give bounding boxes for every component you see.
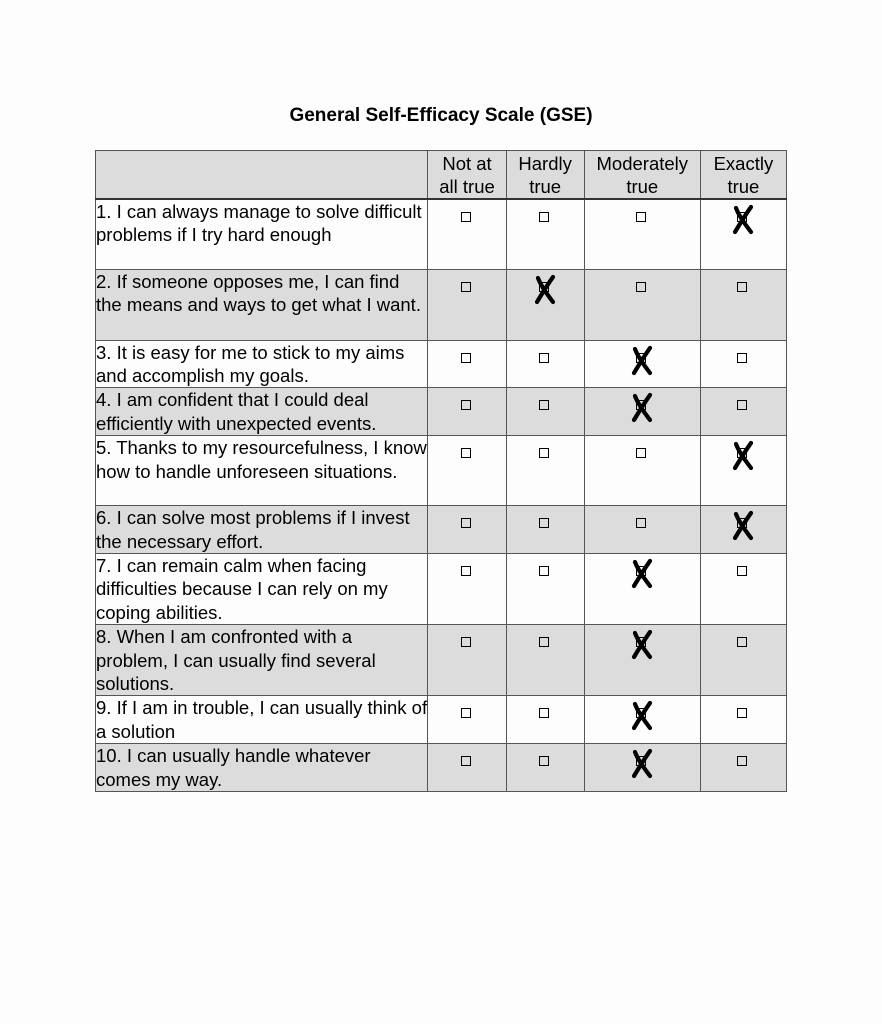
answer-cell-exactly-true [700,269,786,340]
header-corner-cell [96,151,428,200]
handwritten-x-mark-icon [626,627,658,661]
checkbox-empty-icon[interactable] [539,637,549,647]
answer-option[interactable] [701,341,786,377]
checkbox-empty-icon[interactable] [539,448,549,458]
checkbox-empty-icon[interactable] [461,448,471,458]
checkbox-empty-icon[interactable] [737,566,747,576]
table-body [96,199,787,792]
checkbox-empty-icon[interactable] [539,212,549,222]
answer-cell-hardly-true [506,625,584,696]
header-not-at-all-true [428,151,506,200]
answer-cell-exactly-true [700,696,786,744]
table-header-row [96,151,787,200]
answer-option[interactable] [585,696,700,732]
table-row [96,744,787,792]
gse-table [95,150,787,792]
answer-cell-moderately-true [584,340,700,388]
answer-cell-exactly-true [700,625,786,696]
answer-option[interactable] [507,506,584,542]
checkbox-empty-icon[interactable] [636,212,646,222]
checkbox-empty-icon[interactable] [737,282,747,292]
answer-option[interactable] [701,436,786,472]
checkbox-empty-icon[interactable] [636,448,646,458]
handwritten-x-mark-icon [727,202,759,236]
answer-cell-not-at-all-true [428,696,506,744]
checkbox-empty-icon[interactable] [636,518,646,528]
answer-option[interactable] [585,506,700,542]
answer-option[interactable] [585,554,700,590]
checkbox-empty-icon[interactable] [539,353,549,363]
header-hardly-true [506,151,584,200]
answer-option[interactable] [701,388,786,424]
header-line: true [626,175,659,197]
answer-cell-moderately-true [584,625,700,696]
header-line: all true [439,175,495,197]
handwritten-x-mark-icon [626,698,658,732]
question-text: 6. I can solve most problems if I invest the necessary effort. [96,506,428,554]
table-row [96,506,787,554]
answer-option[interactable] [585,744,700,780]
answer-option[interactable] [428,436,505,472]
answer-option[interactable] [701,200,786,236]
checkbox-empty-icon[interactable] [737,708,747,718]
checkbox-empty-icon[interactable] [539,518,549,528]
checkbox-empty-icon[interactable] [539,566,549,576]
answer-cell-hardly-true [506,340,584,388]
header-line: true [727,175,760,197]
answer-cell-hardly-true [506,436,584,506]
table-row [96,553,787,624]
handwritten-x-mark-icon [626,343,658,377]
answer-option[interactable] [585,200,700,236]
answer-cell-not-at-all-true [428,340,506,388]
answer-cell-exactly-true [700,553,786,624]
table-row [96,269,787,340]
answer-option[interactable] [507,744,584,780]
answer-cell-moderately-true [584,269,700,340]
handwritten-x-mark-icon [727,438,759,472]
checkbox-empty-icon[interactable] [461,353,471,363]
answer-option[interactable] [701,506,786,542]
answer-cell-exactly-true [700,506,786,554]
answer-cell-not-at-all-true [428,553,506,624]
answer-cell-exactly-true [700,199,786,269]
answer-option[interactable] [507,436,584,472]
checkbox-empty-icon[interactable] [539,400,549,410]
answer-cell-not-at-all-true [428,625,506,696]
answer-cell-hardly-true [506,506,584,554]
answer-cell-hardly-true [506,553,584,624]
answer-cell-not-at-all-true [428,199,506,269]
answer-cell-hardly-true [506,199,584,269]
handwritten-x-mark-icon [727,508,759,542]
answer-option[interactable] [428,388,505,424]
answer-option[interactable] [428,696,505,732]
question-text: 4. I am confident that I could deal efficiently with unexpected events. [96,388,428,436]
answer-option[interactable] [507,625,584,661]
checkbox-empty-icon[interactable] [737,756,747,766]
answer-cell-moderately-true [584,388,700,436]
answer-option[interactable] [507,200,584,236]
answer-cell-not-at-all-true [428,744,506,792]
handwritten-x-mark-icon [626,746,658,780]
header-line: Moderately [596,152,689,174]
table-row [96,388,787,436]
question-text: 9. If I am in trouble, I can usually think of a solution [96,697,428,742]
question-text: 1. I can always manage to solve difficult problems if I try hard enough [96,199,428,269]
answer-cell-not-at-all-true [428,269,506,340]
table-row [96,199,787,269]
answer-option[interactable] [428,625,505,661]
checkbox-empty-icon[interactable] [461,566,471,576]
answer-cell-moderately-true [584,506,700,554]
checkbox-empty-icon[interactable] [461,518,471,528]
answer-cell-exactly-true [700,340,786,388]
answer-cell-hardly-true [506,744,584,792]
answer-option[interactable] [585,625,700,661]
header-line: true [529,175,562,197]
page-title: General Self-Efficacy Scale (GSE) [289,105,593,126]
answer-cell-moderately-true [584,696,700,744]
checkbox-empty-icon[interactable] [737,353,747,363]
answer-option[interactable] [507,270,584,306]
answer-cell-moderately-true [584,744,700,792]
answer-option[interactable] [428,270,505,306]
answer-cell-hardly-true [506,388,584,436]
answer-option[interactable] [701,625,786,661]
answer-option[interactable] [585,341,700,377]
answer-option[interactable] [701,744,786,780]
answer-option[interactable] [507,388,584,424]
answer-option[interactable] [428,554,505,590]
checkbox-empty-icon[interactable] [461,756,471,766]
checkbox-empty-icon[interactable] [461,400,471,410]
handwritten-x-mark-icon [626,556,658,590]
answer-cell-not-at-all-true [428,436,506,506]
table-row [96,696,787,744]
answer-option[interactable] [585,388,700,424]
answer-option[interactable] [507,696,584,732]
table-row [96,625,787,696]
answer-option[interactable] [428,744,505,780]
answer-cell-hardly-true [506,269,584,340]
question-text: 3. It is easy for me to stick to my aims and accomplish my goals. [96,340,428,388]
answer-option[interactable] [428,341,505,377]
checkbox-empty-icon[interactable] [461,708,471,718]
answer-cell-not-at-all-true [428,388,506,436]
question-text: 2. If someone opposes me, I can find the means and ways to get what I want. [96,269,428,340]
checkbox-empty-icon[interactable] [539,756,549,766]
answer-option[interactable] [507,554,584,590]
header-moderately-true [584,151,700,200]
answer-option[interactable] [701,554,786,590]
checkbox-empty-icon[interactable] [461,212,471,222]
checkbox-empty-icon[interactable] [539,708,549,718]
answer-cell-exactly-true [700,744,786,792]
question-text: 5. Thanks to my resourcefulness, I know how to handle unforeseen situations. [96,436,428,506]
table-row [96,340,787,388]
answer-option[interactable] [507,341,584,377]
answer-cell-exactly-true [700,388,786,436]
answer-cell-exactly-true [700,436,786,506]
answer-option[interactable] [428,506,505,542]
checkbox-empty-icon[interactable] [461,282,471,292]
answer-option[interactable] [701,270,786,306]
answer-option[interactable] [701,696,786,732]
header-exactly-true [700,151,786,200]
answer-option[interactable] [585,436,700,472]
answer-cell-not-at-all-true [428,506,506,554]
answer-cell-hardly-true [506,696,584,744]
answer-option[interactable] [428,200,505,236]
answer-cell-moderately-true [584,553,700,624]
handwritten-x-mark-icon [529,272,561,306]
checkbox-empty-icon[interactable] [461,637,471,647]
header-line: Not at [442,152,492,174]
table-row [96,436,787,506]
header-line: Hardly [518,152,572,174]
checkbox-empty-icon[interactable] [737,400,747,410]
checkbox-empty-icon[interactable] [737,637,747,647]
question-text: 7. I can remain calm when facing difficulties because I can rely on my coping abilities. [96,553,428,624]
question-text: 8. When I am confronted with a problem, I can usually find several solutions. [96,625,428,696]
handwritten-x-mark-icon [626,390,658,424]
answer-cell-moderately-true [584,436,700,506]
question-text: 10. I can usually handle whatever comes my way. [96,744,428,792]
checkbox-empty-icon[interactable] [636,282,646,292]
answer-option[interactable] [585,270,700,306]
answer-cell-moderately-true [584,199,700,269]
header-line: Exactly [713,152,774,174]
